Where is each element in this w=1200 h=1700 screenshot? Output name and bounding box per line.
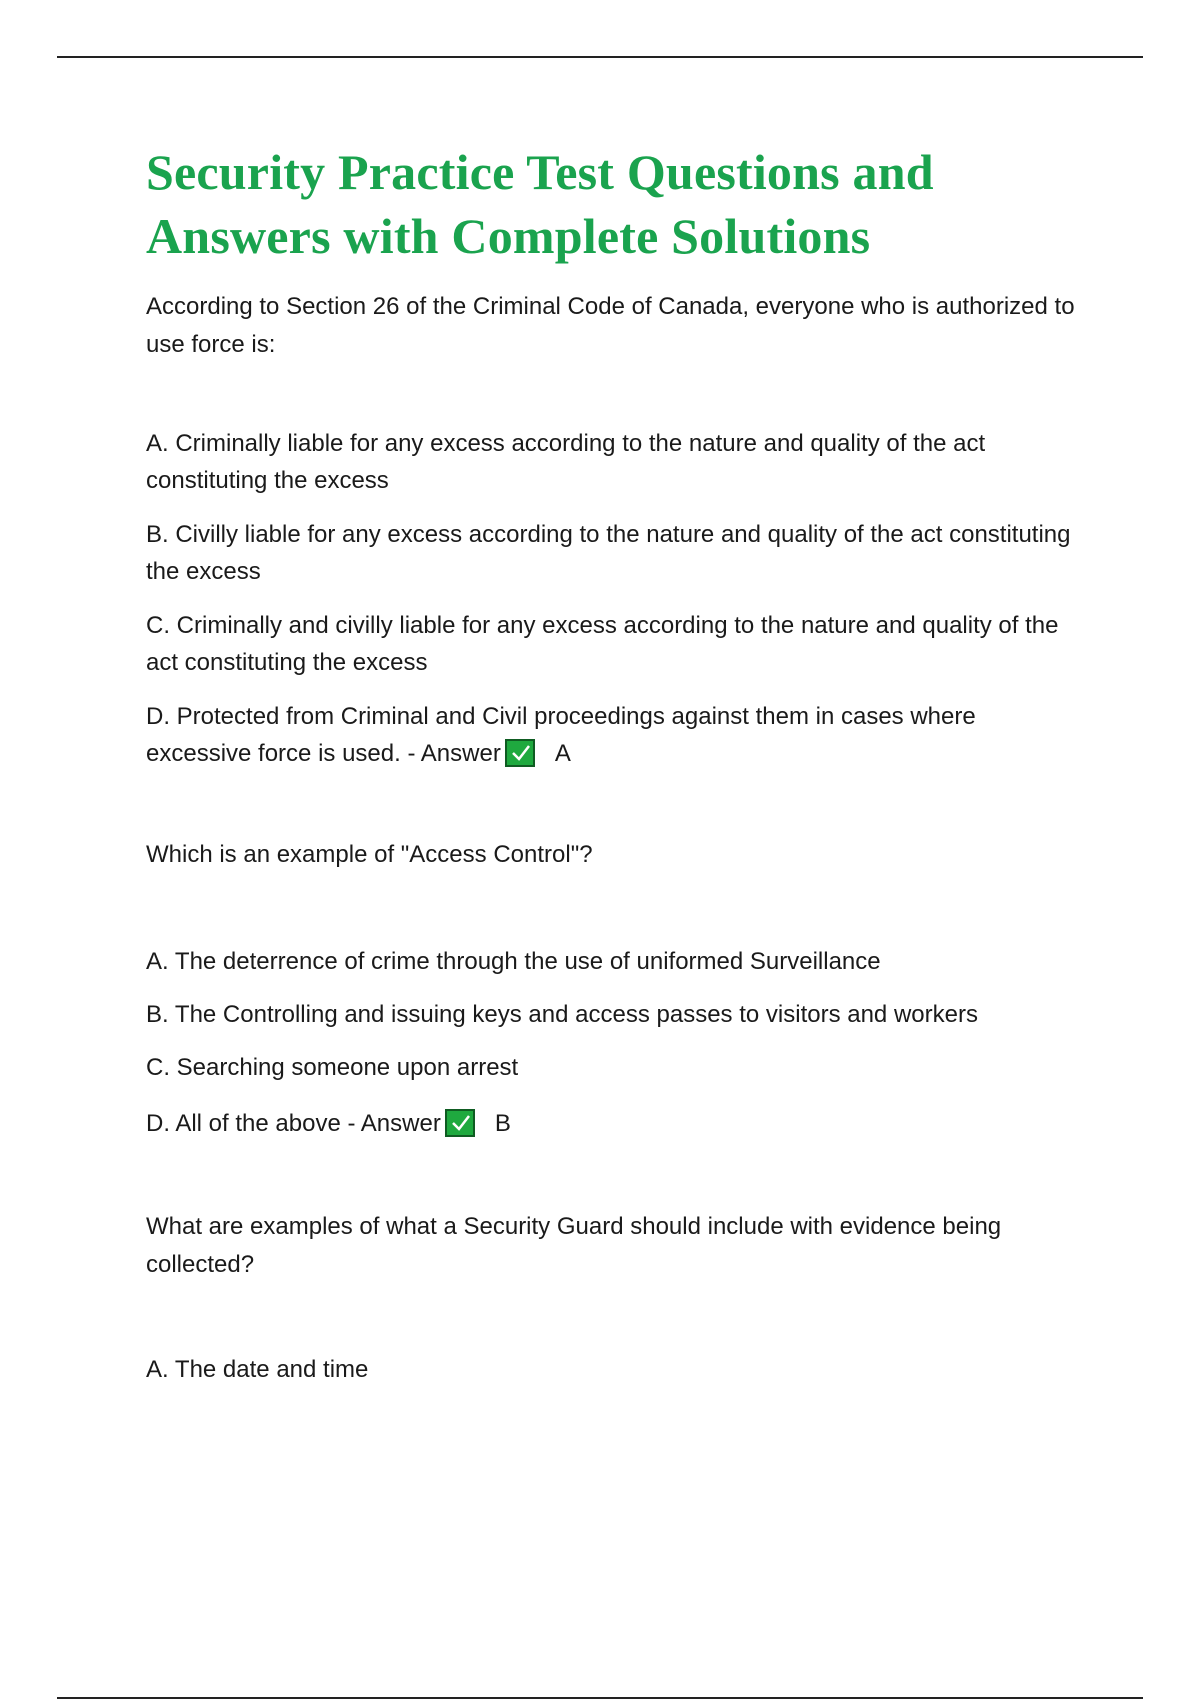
q2-option-d <box>146 1105 1086 1142</box>
check-mark-icon <box>445 1109 475 1137</box>
bottom-rule <box>57 1697 1143 1699</box>
q1-answer-letter: A <box>554 740 571 767</box>
q2-option-d-text: D. All of the above - Answer <box>146 1110 441 1137</box>
q1-option-d-text: D. Protected from Criminal and Civil proceedings against them in cases where excessive force is used. - Answer <box>146 703 976 767</box>
check-mark-icon <box>505 739 535 767</box>
q3-option-a: A. The date and time <box>146 1356 369 1383</box>
question-1-text: According to Section 26 of the Criminal Code of Canada, everyone who is authorized to use force is: <box>146 293 1075 358</box>
q1-option-b: B. Civilly liable for any excess according to the nature and quality of the act constituting the excess <box>146 521 1071 585</box>
question-3-text: What are examples of what a Security Guard should include with evidence being collected? <box>146 1213 1002 1278</box>
q2-option-c: C. Searching someone upon arrest <box>146 1054 519 1081</box>
q2-option-a: A. The deterrence of crime through the use of uniformed Surveillance <box>146 948 881 975</box>
q1-option-a: A. Criminally liable for any excess according to the nature and quality of the act constituting the excess <box>146 430 986 494</box>
q1-option-c: C. Criminally and civilly liable for any excess according to the nature and quality of the act constituting the excess <box>146 612 1059 676</box>
document-body <box>146 140 1086 1388</box>
q2-answer-letter: B <box>494 1110 511 1137</box>
document-title: Security Practice Test Questions and Answers with Complete Solutions <box>146 144 934 264</box>
q2-option-b: B. The Controlling and issuing keys and access passes to visitors and workers <box>146 1001 978 1028</box>
q1-option-d <box>146 698 1086 772</box>
question-2-text: Which is an example of "Access Control"? <box>146 841 593 868</box>
top-rule <box>57 56 1143 58</box>
